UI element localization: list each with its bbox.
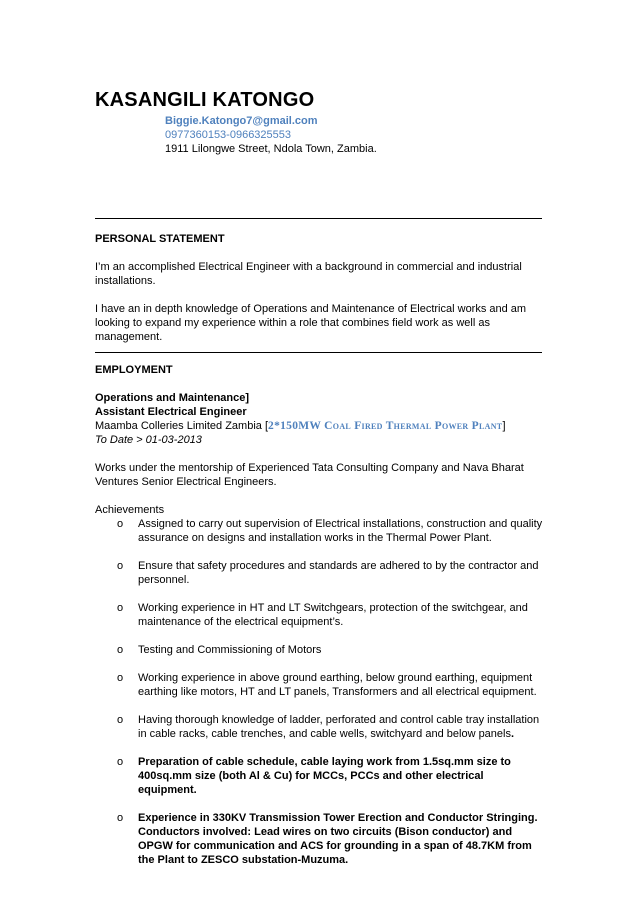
candidate-name: KASANGILI KATONGO <box>95 89 315 111</box>
email-link[interactable]: Biggie.Katongo7@gmail.com <box>165 115 318 127</box>
bullet-icon: o <box>117 812 124 824</box>
achievement-item: o Preparation of cable schedule, cable laying work from 1.5sq.mm size to 400sq.mm size (both Al & Cu) for MCCs, PCCs and other electrical equipment. <box>117 756 511 796</box>
achievement-item: o Working experience in HT and LT Switchgears, protection of the switchgear, and maintenance of the electrical equipment’s. <box>117 602 528 628</box>
job-company-line <box>95 419 545 433</box>
achievements-list <box>95 517 545 867</box>
cv-content <box>95 232 545 881</box>
achievement-item: o Having thorough knowledge of ladder, perforated and control cable tray installation in cable racks, cable trenches, and cable wells, switchyard and below panels. <box>117 714 540 740</box>
phone-numbers: 0977360153-0966325553 <box>165 129 292 141</box>
bracket-open: [ <box>264 420 269 432</box>
job-dates: To Date > 01-03-2013 <box>95 434 202 446</box>
achievement-item: o Working experience in above ground earthing, below ground earthing, equipment earthing like motors, HT and LT panels, Transformers and all electrical equipment. <box>117 672 537 698</box>
address: 1911 Lilongwe Street, Ndola Town, Zambia. <box>165 143 377 155</box>
bullet-icon: o <box>117 756 124 768</box>
achievement-item: o Experience in 330KV Transmission Tower Erection and Conductor Stringing. Conductors involved: Lead wires on two circuits (Bison conductor) and OPGW for communication and ACS for grounding in a span of 48.7KM from the Plant to ZESCO substation-Muzuma. <box>117 812 538 866</box>
employment-heading: EMPLOYMENT <box>95 364 173 376</box>
achievement-item: o Ensure that safety procedures and standards are adhered to by the contractor and personnel. <box>117 560 539 586</box>
job-title: Assistant Electrical Engineer <box>95 406 247 418</box>
bullet-icon: o <box>117 672 124 684</box>
bracket-close: ] <box>502 420 506 432</box>
bullet-icon: o <box>117 518 124 530</box>
job-description: Works under the mentorship of Experienced Tata Consulting Company and Nava Bharat Ventures Senior Electrical Engineers. <box>95 462 524 488</box>
job-company: Maamba Colleries Limited Zambia <box>95 420 265 432</box>
contact-block <box>165 114 377 156</box>
achievement-item: o Testing and Commissioning of Motors <box>117 644 322 656</box>
bullet-icon: o <box>117 714 124 726</box>
personal-statement-heading: PERSONAL STATEMENT <box>95 233 225 245</box>
header-divider <box>95 218 542 219</box>
achievement-item: o Assigned to carry out supervision of Electrical installations, construction and quality assurance on designs and installation works in the Thermal Power Plant. <box>117 518 543 544</box>
bullet-icon: o <box>117 560 124 572</box>
achievements-label: Achievements <box>95 504 165 516</box>
job-plant: 2*150MW Coal Fired Thermal Power Plant <box>268 420 503 432</box>
bullet-icon: o <box>117 644 124 656</box>
bullet-icon: o <box>117 602 124 614</box>
personal-statement-paragraph-1: I’m an accomplished Electrical Engineer with a background in commercial and industrial installations. <box>95 261 522 287</box>
personal-statement-paragraph-2: I have an in depth knowledge of Operations and Maintenance of Electrical works and am looking to expand my experience within a role that combines field work as well as management. <box>95 303 527 343</box>
job-department: Operations and Maintenance] <box>95 392 250 404</box>
